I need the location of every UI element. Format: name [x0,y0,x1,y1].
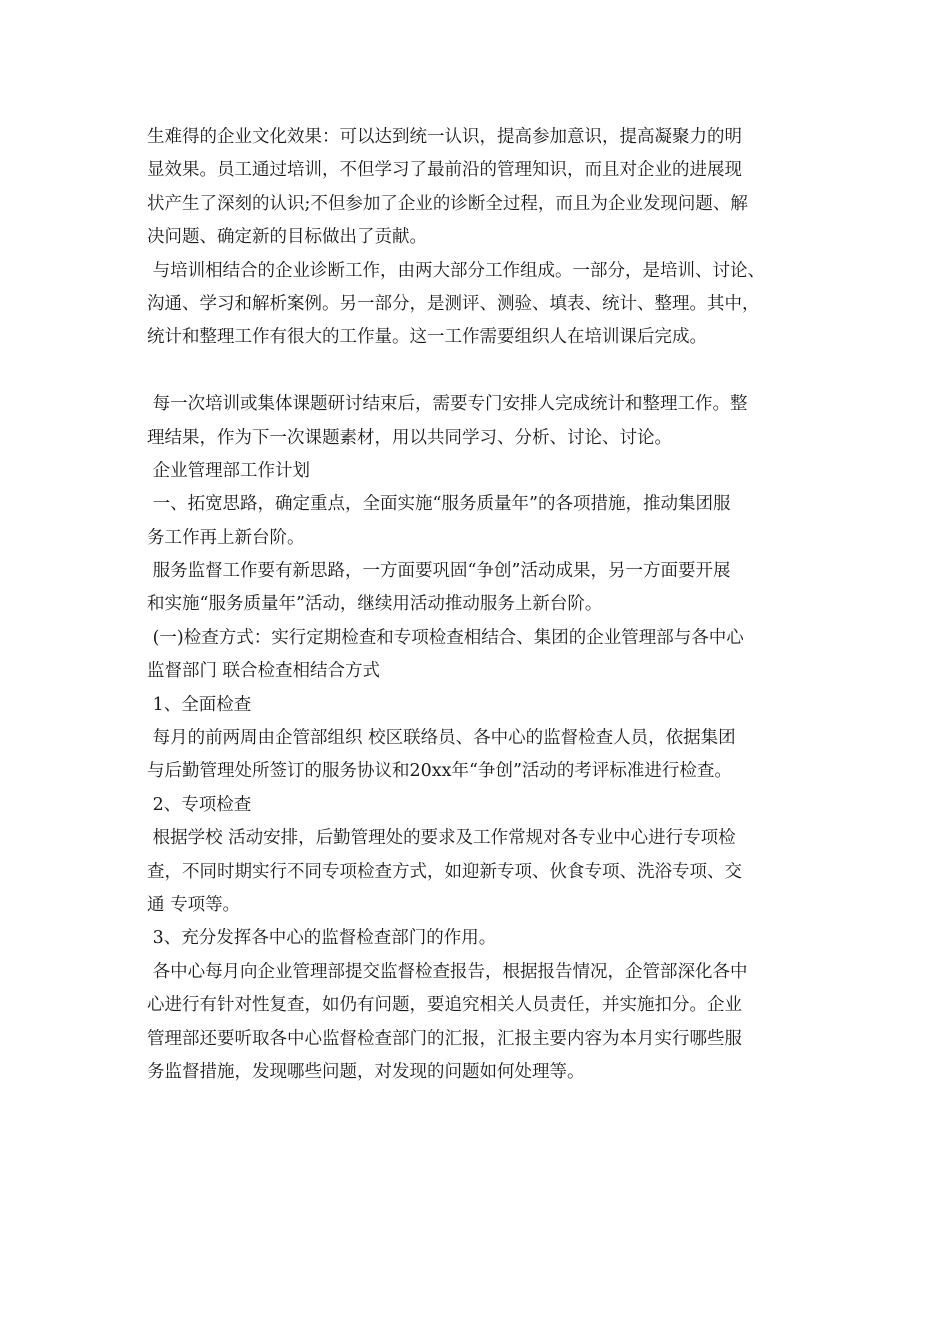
text-line: 各中心每月向企业管理部提交监督检查报告，根据报告情况，企管部深化各中 [147,961,748,982]
text-line: 理结果，作为下一次课题素材，用以共同学习、分析、讨论、讨论。 [147,427,672,448]
text-line: 每一次培训或集体课题研讨结束后，需要专门安排人完成统计和整理工作。整 [147,394,748,415]
text-line: 统计和整理工作有很大的工作量。这一工作需要组织人在培训课后完成。 [147,327,707,348]
text-line: 查，不同时期实行不同专项检查方式，如迎新专项、伙食专项、洗浴专项、交 [147,861,742,882]
text-line: 3、充分发挥各中心的监督检查部门的作用。 [147,928,497,949]
blank-line [147,355,867,388]
text-line: 显效果。员工通过培训，不但学习了最前沿的管理知识，而且对企业的进展现 [147,160,742,181]
text-line: 状产生了深刻的认识;不但参加了企业的诊断全过程，而且为企业发现问题、解 [147,193,748,214]
text-line: 务监督措施，发现哪些问题，对发现的问题如何处理等。 [147,1061,585,1082]
text-line: 生难得的企业文化效果：可以达到统一认识，提高参加意识，提高凝聚力的明 [147,127,742,147]
text-line: 每月的前两周由企管部组织 校区联络员、各中心的监督检查人员，依据集团 [147,728,736,749]
text-line: 和实施“服务质量年”活动，继续用活动推动服务上新台阶。 [147,594,603,615]
text-line: 决问题、确定新的目标做出了贡献。 [147,227,427,248]
text-line: (一)检查方式：实行定期检查和专项检查相结合、集团的企业管理部与各中心 [147,627,744,648]
text-line: 管理部还要听取各中心监督检查部门的汇报，汇报主要内容为本月实行哪些服 [147,1028,742,1049]
text-line: 与培训相结合的企业诊断工作，由两大部分工作组成。一部分，是培训、讨论、 [147,260,766,281]
text-line: 务工作再上新台阶。 [147,527,305,548]
text-line: 2、专项检查 [147,794,252,815]
text-line: 企业管理部工作计划 [147,460,311,481]
text-line: 根据学校 活动安排，后勤管理处的要求及工作常规对各专业中心进行专项检 [147,828,736,849]
text-line: 沟通、学习和解析案例。另一部分，是测评、测验、填表、统计、整理。其中， [147,293,760,314]
text-line: 1、全面检查 [147,694,252,715]
text-line: 一、拓宽思路，确定重点，全面实施“服务质量年”的各项措施，推动集团服 [147,494,731,515]
document-body [147,121,867,1089]
text-line: 通 专项等。 [147,894,241,915]
text-line: 监督部门 联合检查相结合方式 [147,661,381,682]
text-line: 心进行有针对性复查，如仍有问题，要追究相关人员责任，并实施扣分。企业 [147,995,742,1016]
text-line: 服务监督工作要有新思路，一方面要巩固“争创”活动成果，另一方面要开展 [147,561,731,582]
text-line: 与后勤管理处所签订的服务协议和20xx年“争创”活动的考评标准进行检查。 [147,761,732,782]
